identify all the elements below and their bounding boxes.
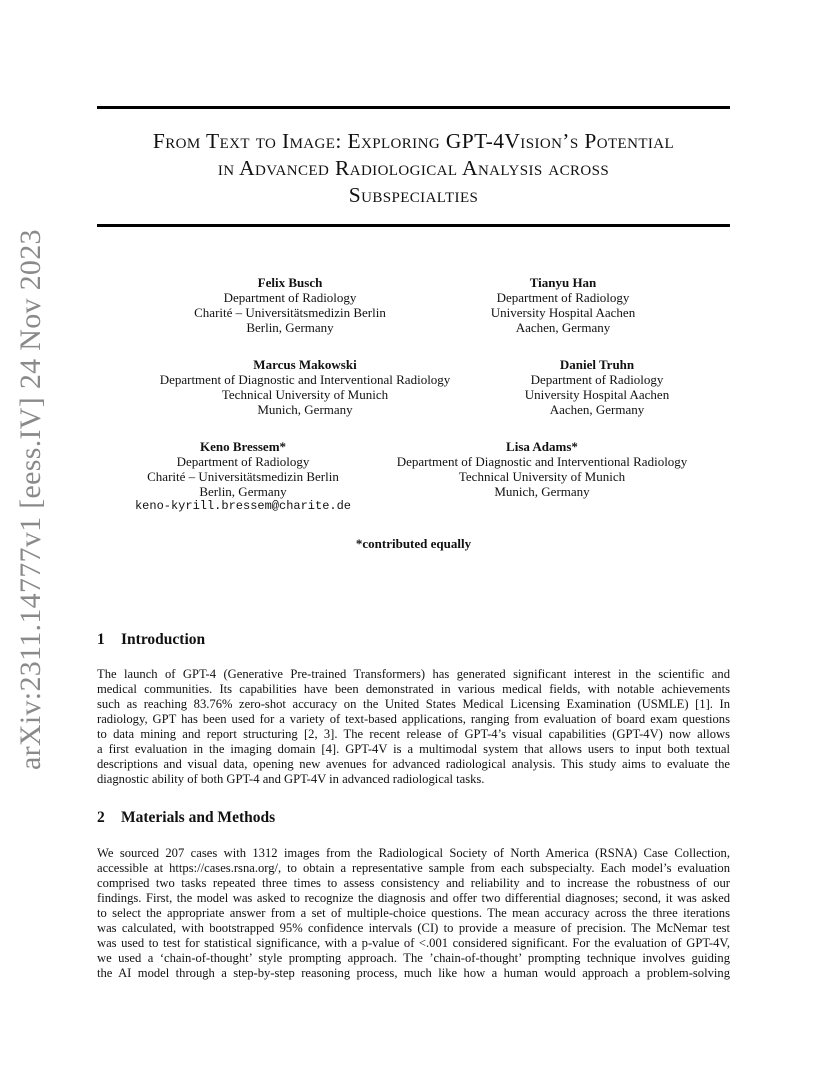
author-affiliation: Berlin, Germany bbox=[199, 484, 287, 499]
author-affiliation: University Hospital Aachen bbox=[490, 305, 636, 320]
title-bottom-rule bbox=[97, 224, 730, 227]
methods-paragraph bbox=[97, 846, 730, 981]
paragraph-line: was calculated, with bootstrapped 95% confidence intervals (CI) to provide a measure of precision. The McNemar test bbox=[97, 921, 730, 935]
author-name: Keno Bressem* bbox=[199, 439, 287, 454]
author-affiliation: Munich, Germany bbox=[494, 484, 590, 499]
paragraph-line: diagnostic ability of both GPT-4 and GPT-4V in advanced radiological tasks. bbox=[97, 772, 485, 786]
paragraph-line: the AI model through a step-by-step reasoning process, much like how a human would approach a problem-solving bbox=[97, 966, 730, 980]
author-affiliation: University Hospital Aachen bbox=[524, 387, 670, 402]
author-affiliation: Department of Diagnostic and Interventional Radiology bbox=[159, 372, 451, 387]
author-affiliation: Department of Radiology bbox=[530, 372, 664, 387]
author-name: Lisa Adams* bbox=[506, 439, 578, 454]
author-bressem bbox=[118, 439, 368, 514]
author-affiliation: Aachen, Germany bbox=[515, 320, 611, 335]
author-truhn bbox=[487, 357, 707, 417]
author-name: Felix Busch bbox=[257, 275, 323, 290]
author-busch bbox=[160, 275, 420, 335]
author-affiliation: Technical University of Munich bbox=[221, 387, 389, 402]
author-affiliation: Charité – Universitätsmedizin Berlin bbox=[147, 469, 339, 484]
author-name: Tianyu Han bbox=[529, 275, 597, 290]
section-heading-materials-methods bbox=[97, 809, 275, 827]
author-affiliation: Department of Radiology bbox=[496, 290, 630, 305]
section-title: Materials and Methods bbox=[121, 809, 276, 826]
paragraph-line: radiology, GPT has been used for a variety of text-based applications, ranging from evaluation of board exam questions bbox=[97, 712, 730, 726]
paragraph-line: We sourced 207 cases with 1312 images from the Radiological Society of North America (RSNA) Case Collection, bbox=[97, 846, 730, 860]
author-affiliation: Department of Diagnostic and Interventional Radiology bbox=[396, 454, 688, 469]
contributed-equally-note: *contributed equally bbox=[355, 536, 472, 551]
paragraph-line: comprised two tasks repeated three times to assess consistency and reliability and to increase the robustness of our bbox=[97, 876, 730, 890]
section-title: Introduction bbox=[121, 631, 206, 648]
author-affiliation: Munich, Germany bbox=[257, 402, 353, 417]
author-affiliation: Department of Radiology bbox=[176, 454, 310, 469]
section-number: 2 bbox=[97, 809, 105, 826]
introduction-paragraph bbox=[97, 667, 730, 787]
section-number: 1 bbox=[97, 631, 105, 648]
author-adams bbox=[377, 439, 707, 499]
paragraph-line: such as reaching 83.76% zero-shot accuracy on the United States Medical Licensing Examination (USMLE) [1]. In bbox=[97, 697, 730, 711]
paragraph-line: descriptions and visual data, opening new avenues for advanced radiological analysis. This study aims to evaluate the bbox=[97, 757, 730, 771]
author-makowski bbox=[140, 357, 470, 417]
paragraph-line: findings. First, the model was asked to recognize the diagnosis and offer two differential diagnoses; second, it was asked bbox=[97, 891, 730, 905]
author-name: Marcus Makowski bbox=[253, 357, 357, 372]
author-email[interactable]: keno-kyrill.bressem@charite.de bbox=[134, 499, 352, 513]
paragraph-line: we used a ‘chain-of-thought’ style prompting approach. The ’chain-of-thought’ prompting technique involves guiding bbox=[97, 951, 730, 965]
author-affiliation: Charité – Universitätsmedizin Berlin bbox=[194, 305, 386, 320]
title-line: in Advanced Radiological Analysis across bbox=[217, 156, 610, 180]
arxiv-sidebar-stamp: arXiv:2311.14777v1 [eess.IV] 24 Nov 2023 bbox=[14, 229, 47, 770]
paragraph-line: medical communities. Its capabilities have been demonstrated in various medical fields, with notable achievements bbox=[97, 682, 730, 696]
author-affiliation: Technical University of Munich bbox=[458, 469, 626, 484]
paragraph-line: to data mining and report structuring [2, 3]. The recent release of GPT-4’s visual capabilities (GPT-4V) now allows bbox=[97, 727, 730, 741]
author-affiliation: Berlin, Germany bbox=[246, 320, 334, 335]
author-affiliation: Department of Radiology bbox=[223, 290, 357, 305]
title-line: Subspecialties bbox=[348, 183, 479, 207]
paragraph-line: The launch of GPT-4 (Generative Pre-trained Transformers) has generated significant interest in the scientific and bbox=[97, 667, 730, 681]
author-name: Daniel Truhn bbox=[559, 357, 635, 372]
title-top-rule bbox=[97, 106, 730, 109]
paragraph-line: to select the appropriate answer from a set of multiple-choice questions. The mean accuracy across the three iterations bbox=[97, 906, 730, 920]
paragraph-line: was used to test for statistical significance, with a p-value of <.001 considered significant. For the evaluation of GPT-4V, bbox=[97, 936, 730, 950]
paper-title bbox=[97, 128, 730, 209]
author-affiliation: Aachen, Germany bbox=[549, 402, 645, 417]
paragraph-line: a first evaluation in the imaging domain [4]. GPT-4V is a multimodal system that allows users to input both textual bbox=[97, 742, 730, 756]
title-line: From Text to Image: Exploring GPT-4Vision’s Potential bbox=[152, 129, 675, 153]
section-heading-introduction bbox=[97, 631, 205, 649]
author-han bbox=[443, 275, 683, 335]
paragraph-line: accessible at https://cases.rsna.org/, to obtain a representative sample from each subspecialty. Each model’s evaluation bbox=[97, 861, 730, 875]
